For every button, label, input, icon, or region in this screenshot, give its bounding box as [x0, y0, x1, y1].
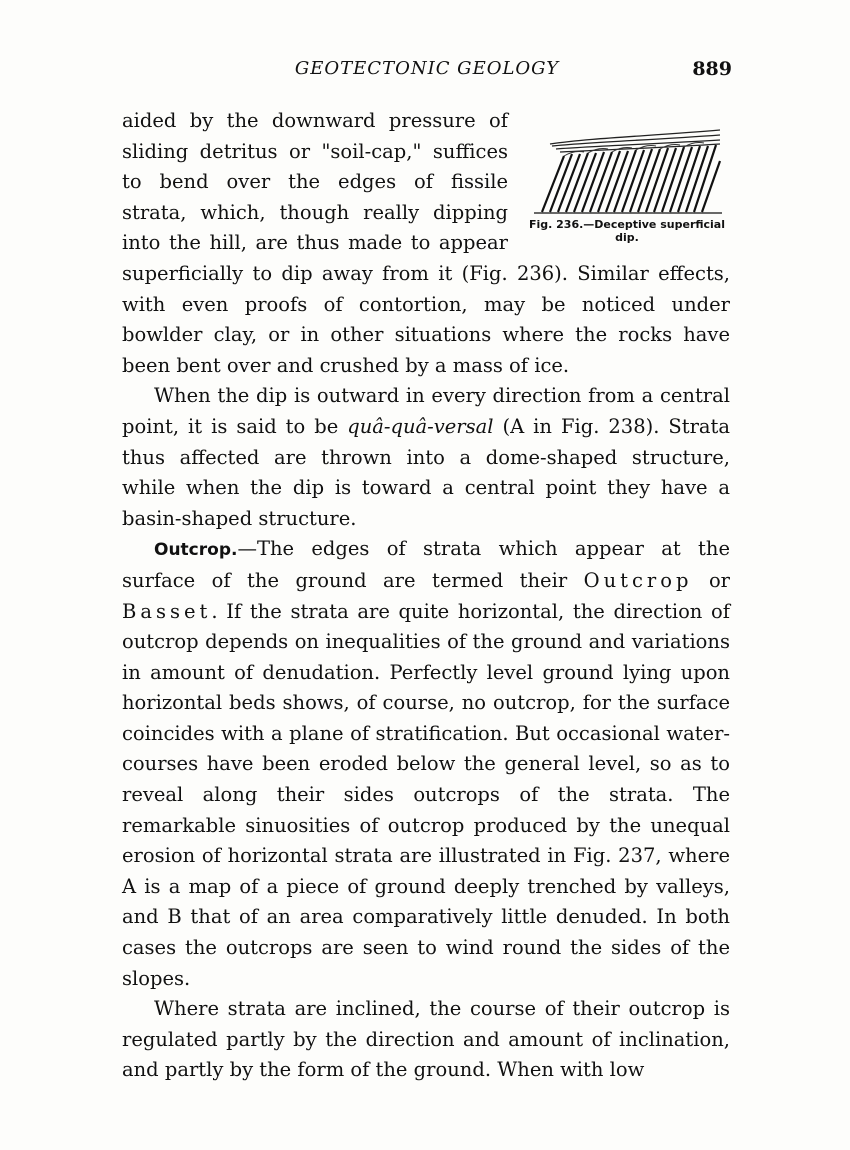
quaquaversal-term: quâ-quâ-versal	[347, 414, 494, 438]
running-head	[122, 58, 732, 88]
body-text	[122, 106, 730, 1086]
paragraph-2	[122, 381, 730, 534]
running-title: GEOTECTONIC GEOLOGY	[294, 58, 560, 79]
deceptive-dip-illustration	[530, 116, 724, 216]
paragraph-3-text-b: . If the strata are quite horizontal, the direction of outcrop depends on inequalities of the ground and variations in amount of denudation. Perfectly level ground lying upon horizontal beds shows, of course, no outcrop, for the surface coincides with a plane of stratification. But occasional water-courses have been eroded below the general level, so as to reveal along their sides outcrops of the strata. The remarkable sinuosities of outcrop produced by the unequal erosion of horizontal strata are illustrated in Fig. 237, where A is a map of a piece of ground deeply trenched by valleys, and B that of an area comparatively little denuded. In both cases the outcrops are seen to wind round the sides of the slopes.	[122, 599, 730, 990]
paragraph-4	[122, 994, 730, 1086]
paragraph-4-text: Where strata are inclined, the course of their outcrop is regulated partly by the direction and amount of inclination, and partly by the form of the ground. When with low	[122, 997, 730, 1082]
page-number: 889	[692, 58, 732, 80]
figure-caption: Fig. 236.—Deceptive superficial dip.	[528, 218, 726, 244]
paragraph-2-text-b: (A in Fig. 238). Strata thus affected are thrown into a dome-shaped structure, while when the dip is toward a central point they have a basin-shaped structure.	[122, 414, 730, 530]
paragraph-3-text-a: —The edges of strata which appear at the surface of the ground are termed their	[122, 537, 730, 592]
basset-term: Basset	[122, 599, 212, 623]
paragraph-2-text-a: When the dip is outward in every direction from a central point, it is said to be	[122, 384, 730, 438]
paragraph-1-text: aided by the downward pressure of sliding detritus or "soil-cap," suffices to bend over the edges of fissile strata, which, though really dipping into the hill, are thus made to appear superficially to dip away from it (Fig. 236). Similar effects, with even proofs of contortion, may be noticed under bowlder clay, or in other situations where the rocks have been bent over and crushed by a mass of ice.	[122, 109, 730, 377]
figure-236	[524, 110, 730, 250]
outcrop-term: Outcrop	[583, 568, 693, 592]
paragraph-3	[122, 534, 730, 994]
outcrop-heading: Outcrop.	[154, 540, 238, 561]
paragraph-3-joiner: or	[692, 568, 731, 592]
